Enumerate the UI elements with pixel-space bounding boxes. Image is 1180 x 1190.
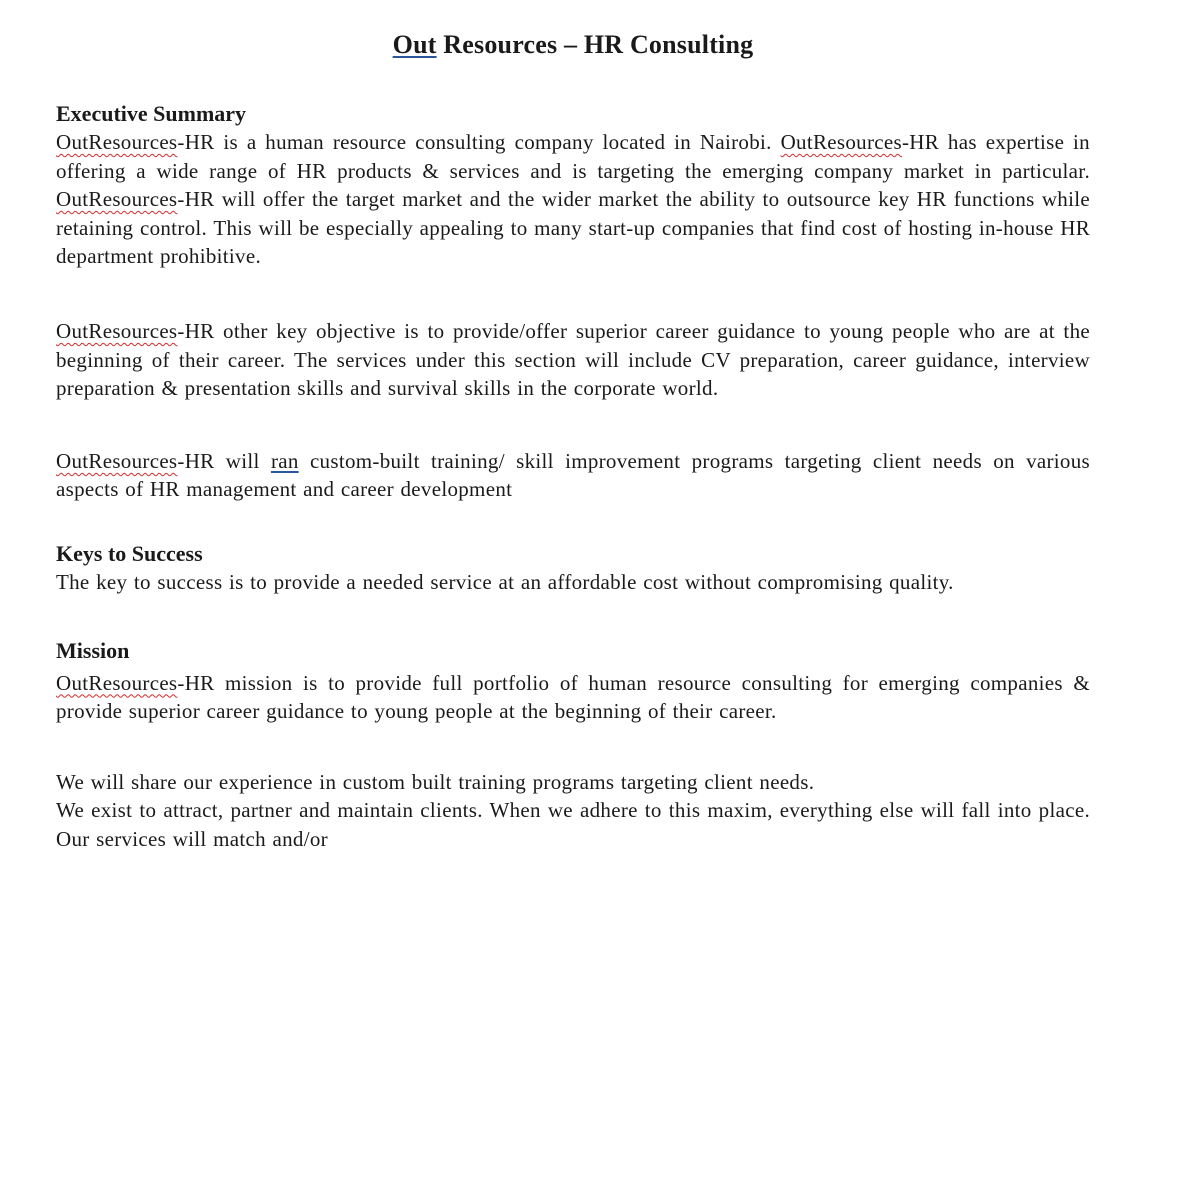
spellcheck-word[interactable]: OutResources [780, 130, 902, 154]
spellcheck-word[interactable]: OutResources [56, 187, 178, 212]
objective-paragraph [56, 317, 1090, 403]
heading-mission: Mission [56, 637, 130, 663]
text-run: -HR is a human resource consulting company located in Nairobi. [177, 130, 781, 154]
heading-executive-summary: Executive Summary [56, 101, 247, 126]
spellcheck-word[interactable]: OutResources [56, 318, 178, 343]
title-lead-word: Out [392, 30, 437, 59]
spellcheck-word[interactable]: OutResources [56, 130, 178, 154]
text-run: -HR will offer the target market and the wider market the ability to outsource key HR functions while retaining control. This will be especially appealing to many start-up companies that find cost of hosting in-house HR department prohibitive. [56, 187, 1090, 269]
keys-to-success-paragraph: The key to success is to provide a needed service at an affordable cost without compromising quality. [56, 569, 954, 594]
title-rest: Resources – HR Consulting [436, 30, 754, 59]
executive-summary-paragraph [56, 128, 1090, 271]
grammar-flag-word[interactable]: ran [270, 448, 299, 473]
spellcheck-word[interactable]: OutResources [56, 448, 178, 473]
text-run: -HR has expertise in offering a wide range of HR products & services and is targeting the emerging company market in particular. [56, 130, 1090, 183]
text-run: -HR other key objective is to provide/offer superior career guidance to young people who are at the beginning of their career. The services under this section will include CV preparation, career guidance, interview preparation & presentation skills and survival skills in the corporate world. [56, 318, 1090, 401]
spellcheck-word[interactable]: OutResources [56, 670, 178, 695]
text-run: -HR will [177, 448, 271, 473]
experience-paragraph: We will share our experience in custom built training programs targeting client needs. [56, 769, 815, 794]
training-paragraph [56, 447, 1090, 504]
text-run: custom-built training/ skill improvement programs targeting client needs on various aspects of HR management and career development [56, 448, 1090, 502]
document-title [56, 28, 1090, 62]
maxim-paragraph: We exist to attract, partner and maintain clients. When we adhere to this maxim, everything else will fall into place. Our services will match and/or [56, 798, 1090, 851]
text-run: -HR mission is to provide full portfolio of human resource consulting for emerging companies & provide superior career guidance to young people at the beginning of their career. [56, 670, 1090, 724]
document-page [56, 28, 1090, 854]
heading-keys-to-success: Keys to Success [56, 540, 203, 566]
mission-paragraph [56, 669, 1090, 726]
